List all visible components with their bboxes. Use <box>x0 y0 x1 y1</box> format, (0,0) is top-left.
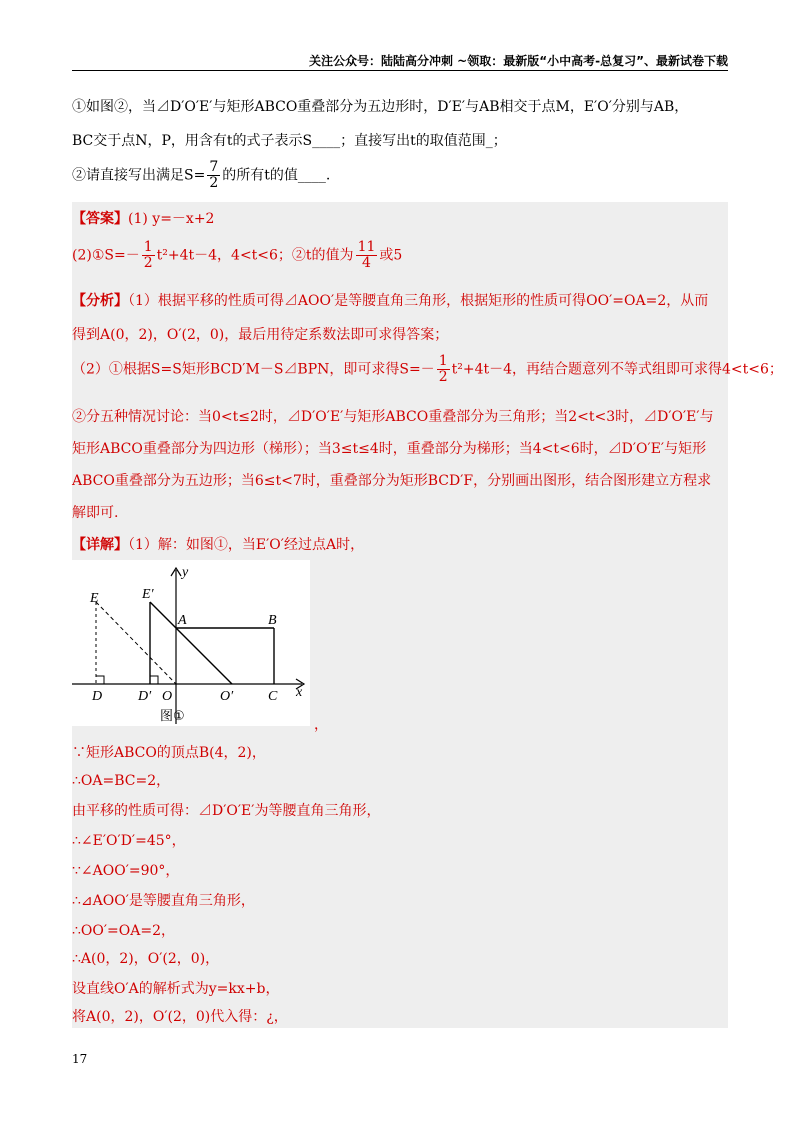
fraction-numerator: 1 <box>143 239 153 255</box>
analysis-line-3 <box>72 354 783 385</box>
question-line-1: ①如图②，当⊿D′O′E′与矩形ABCO重叠部分为五边形时，D′E′与AB相交于点M，E′O′分别与AB， <box>72 99 689 115</box>
fraction-denominator: 2 <box>209 175 219 191</box>
fraction-1-2 <box>437 354 450 385</box>
fraction-numerator: 1 <box>438 353 448 369</box>
figure-trailing-comma: ， <box>314 717 328 733</box>
answer-line-2 <box>72 240 402 271</box>
analysis-line-3-post: t²+4t－4，再结合题意列不等式组即可求得4<t<6； <box>451 361 783 378</box>
detail-intro: （1）解：如图①，当E′O′经过点A时， <box>128 537 365 553</box>
answer-part-2-mid: t²+4t－4，4<t<6；②t的值为 <box>156 247 354 264</box>
right-angle-D <box>96 676 104 684</box>
header-rule <box>72 70 728 71</box>
question-line-2: BC交于点N，P，用含有t的式子表示S____；直接写出t的取值范围_； <box>72 133 507 149</box>
answer-line-1 <box>72 208 214 228</box>
analysis-line-4: ②分五种情况讨论：当0<t≤2时，⊿D′O′E′与矩形ABCO重叠部分为三角形；当2<t<3时，⊿D′O′E′与 <box>72 409 714 425</box>
dashed-EO <box>96 602 176 684</box>
page-number: 17 <box>72 1052 88 1066</box>
analysis-line-3-pre: （2）①根据S=S矩形BCD′M－S⊿BPN，即可求得S=－ <box>72 361 435 378</box>
detail-step-5: ∵∠AOO′=90°， <box>72 863 180 879</box>
label-C: C <box>268 689 278 704</box>
fraction-7-2 <box>207 160 220 191</box>
label-E-prime: E′ <box>142 587 154 602</box>
analysis-line-5: 矩形ABCO重叠部分为四边形（梯形）；当3≤t≤4时，重叠部分为梯形；当4<t<6时，⊿D′O′E′与矩形 <box>72 441 707 457</box>
detail-label: 【详解】 <box>72 537 128 553</box>
answer-part-2-pre: (2)①S=－ <box>72 247 140 264</box>
label-E: E <box>90 591 99 606</box>
right-angle-D-prime <box>150 676 158 684</box>
solid-E-prime-O-prime <box>150 602 232 684</box>
detail-step-7: ∴OO′=OA=2， <box>72 923 175 939</box>
fraction-denominator: 4 <box>362 255 371 271</box>
detail-step-1: ∵矩形ABCO的顶点B(4，2)， <box>72 745 266 761</box>
analysis-line-7: 解即可. <box>72 505 119 521</box>
detail-step-8: ∴A(0，2)，O′(2，0)， <box>72 951 220 967</box>
answer-part-1: (1) y=－x+2 <box>128 211 215 227</box>
label-x: x <box>296 685 303 700</box>
question-line-3-post: 的所有t的值____. <box>222 167 331 184</box>
fraction-1-2 <box>142 240 155 271</box>
analysis-label: 【分析】 <box>72 293 128 309</box>
detail-step-2: ∴OA=BC=2， <box>72 773 171 789</box>
label-y: y <box>182 565 189 580</box>
answer-part-2-post: 或5 <box>379 247 403 264</box>
fraction-denominator: 2 <box>438 369 448 385</box>
answer-label: 【答案】 <box>72 211 128 227</box>
question-line-3 <box>72 160 330 191</box>
detail-step-4: ∴∠E′O′D′=45°， <box>72 833 186 849</box>
analysis-text-1: （1）根据平移的性质可得⊿AOO′是等腰直角三角形，根据矩形的性质可得OO′=OA=2，从而 <box>128 293 709 309</box>
detail-step-3: 由平移的性质可得：⊿D′O′E′为等腰直角三角形， <box>72 803 381 819</box>
label-B: B <box>268 613 277 628</box>
figure-1 <box>72 560 310 726</box>
detail-step-10: 将A(0，2)，O′(2，0)代入得：¿， <box>72 1009 288 1025</box>
fraction-numerator: 7 <box>209 159 219 175</box>
fraction-11-4 <box>356 240 378 271</box>
label-D-prime: D′ <box>138 689 152 704</box>
label-O: O <box>162 689 173 704</box>
question-line-3-pre: ②请直接写出满足S= <box>72 167 206 184</box>
detail-line-1 <box>72 534 364 554</box>
analysis-line-1 <box>72 290 708 310</box>
fraction-denominator: 2 <box>143 255 153 271</box>
fraction-numerator: 11 <box>357 239 376 255</box>
label-D: D <box>92 689 103 704</box>
label-A: A <box>178 613 187 628</box>
figure-1-svg <box>72 560 310 726</box>
analysis-line-2: 得到A(0，2)，O′(2，0)，最后用待定系数法即可求得答案； <box>72 327 449 343</box>
page-header: 关注公众号：陆陆高分冲刺 ~领取：最新版“小中高考-总复习”、最新试卷下载 <box>309 54 728 68</box>
detail-step-6: ∴⊿AOO′是等腰直角三角形， <box>72 893 255 909</box>
figure-caption: 图① <box>160 709 185 724</box>
label-O-prime: O′ <box>220 689 234 704</box>
detail-step-9: 设直线O′A的解析式为y=kx+b， <box>72 981 280 997</box>
analysis-line-6: ABCO重叠部分为五边形；当6≤t<7时，重叠部分为矩形BCD′F，分别画出图形，结合图形建立方程求 <box>72 473 712 489</box>
